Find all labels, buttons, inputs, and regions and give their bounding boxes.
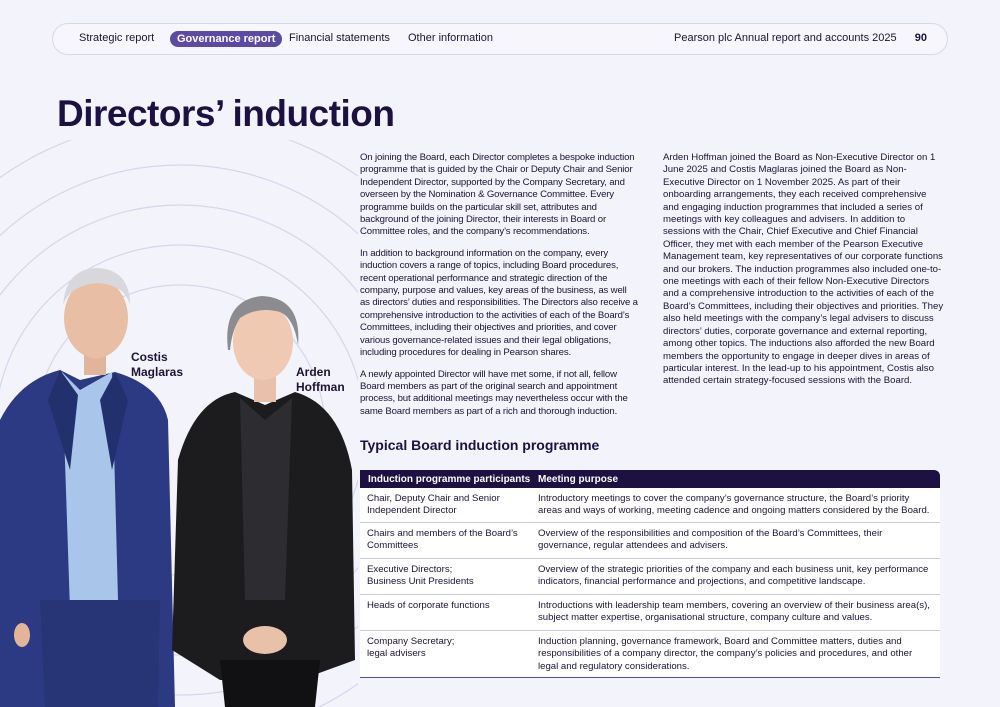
purpose-cell: Introductions with leadership team members, covering an overview of their business area(s), subject matter expertise, organisational structure, company culture and values. bbox=[538, 600, 930, 624]
column-header: Meeting purpose bbox=[538, 474, 619, 485]
page-title: Directors’ induction bbox=[57, 93, 395, 134]
page-number: 90 bbox=[914, 32, 927, 44]
table-row bbox=[360, 631, 940, 678]
table-title: Typical Board induction programme bbox=[360, 437, 600, 453]
purpose-cell: Overview of the responsibilities and composition of the Board’s Committees, their governance, regular attendees and advisers. bbox=[538, 528, 883, 552]
paragraph: A newly appointed Director will have met some, if not all, fellow Board members as part of the original search and appointment process, but additional meetings may nevertheless occur with the same Board members as part of a rich and thorough induction. bbox=[360, 368, 628, 417]
induction-table bbox=[360, 470, 940, 678]
paragraph: On joining the Board, each Director completes a bespoke induction programme that is guided by the Chair or Deputy Chair and Senior Independent Director, supported by the Company Secretary, and overseen by the Nomination & Governance Committee. Every programme builds on the particular skill set, attributes and background of the joining Director, their interests in Board or Committee roles, and the company’s recommendations. bbox=[360, 152, 635, 238]
directors-photo bbox=[0, 140, 358, 707]
participants-cell: Company Secretary; legal advisers bbox=[367, 636, 455, 660]
table-row bbox=[360, 559, 940, 595]
participants-cell: Chairs and members of the Board’s Committees bbox=[367, 528, 518, 552]
purpose-cell: Introductory meetings to cover the company’s governance structure, the Board’s priority areas and ways of working, meeting cadence and ongoing matters considered by the Board. bbox=[538, 493, 930, 517]
participants-cell: Chair, Deputy Chair and Senior Independent Director bbox=[367, 493, 500, 517]
name-label-costis: Costis Maglaras bbox=[131, 350, 184, 379]
table-row bbox=[360, 488, 940, 523]
paragraph: In addition to background information on the company, every induction covers a range of topics, including Board procedures, recent operational performance and strategic direction of the company, purpose and values, key areas of the business, as well as directors’ duties and responsibilities. The Directors also receive a comprehensive introduction to the activities of each of the Board’s Committees, including their objectives and priorities, and cover various governance-related issues and their legal obligations, including procedures for dealing in Pearson shares. bbox=[360, 247, 638, 359]
document-title: Pearson plc Annual report and accounts 2025 bbox=[674, 32, 897, 44]
name-label-arden: Arden Hoffman bbox=[296, 365, 345, 394]
nav-strategic-report[interactable]: Strategic report bbox=[79, 32, 155, 44]
nav-governance-report[interactable]: Governance report bbox=[170, 31, 282, 47]
table-header bbox=[360, 470, 940, 488]
background-arcs bbox=[0, 140, 358, 707]
top-navigation bbox=[52, 23, 948, 55]
paragraph: Arden Hoffman joined the Board as Non-Executive Director on 1 June 2025 and Costis Maglaras joined the Board as Non-Executive Director on 1 November 2025. As part of their onboarding arrangements, they each received comprehensive and engaging induction programmes that included a series of meetings with key colleagues and advisers. In addition to sessions with the Chair, Chief Executive and Chief Financial Officer, they met with each member of the Pearson Executive Management team, key representatives of our corporate functions and our brokers. The induction programmes also included one-to-one meetings with each of their fellow Non-Executive Directors and a comprehensive introduction to the activities of each of the Board’s Committees, including their objectives and priorities. They also held meetings with the company’s legal advisers to discuss directors’ duties, corporate governance and external reporting, among other topics. The inductions also afforded the new Board members the opportunity to engage in deeper dives in areas of particular interest. In the lead-up to his appointment, Costis also attended certain strategy-focused sessions with the Board. bbox=[663, 152, 944, 387]
purpose-cell: Induction planning, governance framework, Board and Committee matters, duties and responsibilities of a company director, the company’s policies and procedures, and other legal and regulatory considerations. bbox=[538, 636, 913, 672]
table-row bbox=[360, 523, 940, 559]
participants-cell: Heads of corporate functions bbox=[367, 600, 490, 611]
nav-financial-statements[interactable]: Financial statements bbox=[289, 32, 390, 44]
body-column-right bbox=[663, 152, 945, 397]
body-column-left bbox=[360, 152, 638, 427]
purpose-cell: Overview of the strategic priorities of the company and each business unit, key performance indicators, financial performance and projections, and competitive landscape. bbox=[538, 564, 929, 588]
nav-other-information[interactable]: Other information bbox=[408, 32, 493, 44]
portrait-costis-maglaras bbox=[0, 268, 175, 707]
table-row bbox=[360, 595, 940, 631]
column-header: Induction programme participants bbox=[368, 474, 531, 485]
portrait-arden-hoffman bbox=[172, 296, 355, 707]
participants-cell: Executive Directors; Business Unit Presidents bbox=[367, 564, 474, 588]
